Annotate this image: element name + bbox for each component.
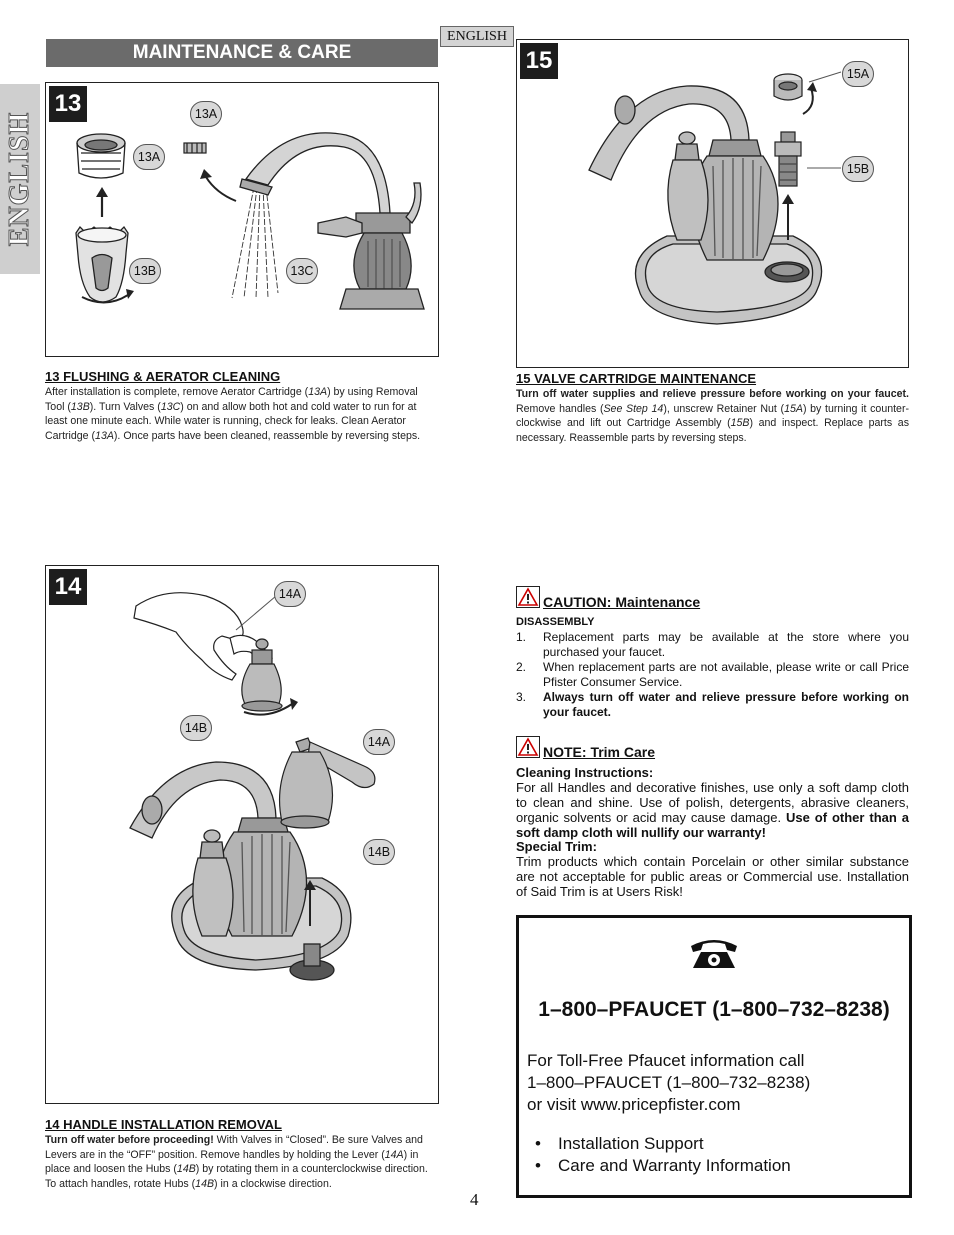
step-14-title: 14 HANDLE INSTALLATION REMOVAL — [45, 1117, 282, 1132]
language-tag: ENGLISH — [440, 26, 514, 47]
telephone-icon — [689, 936, 739, 972]
callout-13a-top: 13A — [190, 101, 222, 127]
figure-15-illustration — [517, 40, 908, 367]
section-title-bar — [46, 39, 438, 67]
special-trim-text: Trim products which contain Porcelain or other similar substance are not acceptable for public areas or Commercial use. Installation of Said Trim is at Users Risk! — [516, 854, 909, 899]
disassembly-heading: DISASSEMBLY — [516, 616, 595, 628]
retainer-nut-drawing — [774, 74, 802, 100]
removal-tool-drawing — [76, 227, 128, 302]
small-aerator-drawing — [184, 143, 206, 153]
list-item: 2. When replacement parts are not available, please write or call Price Pfister Consumer Service. — [516, 660, 909, 689]
lever-handle-drawing — [280, 738, 375, 828]
figure-13 — [45, 82, 439, 357]
warning-icon — [516, 736, 540, 758]
step-15-title: 15 VALVE CARTRIDGE MAINTENANCE — [516, 371, 757, 386]
callout-14a: 14A — [363, 729, 395, 755]
section-title: MAINTENANCE & CARE — [132, 42, 352, 63]
phone-headline: 1–800–PFAUCET (1–800–732–8238) — [538, 998, 890, 1021]
step-13-badge: 13 — [49, 86, 87, 122]
callout-14a-top: 14A — [274, 581, 306, 607]
cartridge-assembly-drawing — [775, 132, 801, 186]
note-section — [516, 736, 909, 901]
bullet-item: • — [535, 1134, 541, 1153]
bullet-item: • — [535, 1156, 541, 1175]
side-language-tab — [0, 84, 40, 274]
figure-14 — [45, 565, 439, 1104]
note-title: NOTE: Trim Care — [543, 744, 656, 760]
side-tab-label: ENGLISH — [4, 111, 35, 247]
callout-13c: 13C — [286, 258, 318, 284]
caution-title: CAUTION: Maintenance — [543, 594, 701, 610]
list-item: 3. Always turn off water and relieve pressure before working on your faucet. — [516, 690, 909, 719]
faucet-15-drawing — [589, 86, 822, 324]
bullet-installation-support: Installation Support — [558, 1134, 704, 1153]
callout-15b: 15B — [842, 156, 874, 182]
aerator-cartridge-drawing — [77, 134, 125, 178]
warning-icon — [516, 586, 540, 608]
page-number: 4 — [470, 1190, 479, 1209]
step-15-badge: 15 — [520, 43, 558, 79]
figure-13-illustration — [46, 83, 438, 356]
step-15-text: Turn off water supplies and relieve pressure before working on your faucet. Remove handles (See Step 14), unscrew Retainer Nut (15A) by turning it counter-clockwise and lift out Cartridge Assembly (15B) and inspect. Replace parts as necessary. Reassemble parts by reversing steps. — [516, 388, 909, 444]
callout-13b: 13B — [129, 258, 161, 284]
special-trim-heading: Special Trim: — [516, 839, 597, 854]
step-13-text: After installation is complete, remove Aerator Cartridge (13A) by using Removal Tool (13B). Turn Valves (13C) on and allow both hot and cold water to run for at least one minute each. While water is running, check for leaks. Clean Aerator Cartridge (13A). Once parts have been cleaned, reassemble by reversing steps. — [45, 386, 421, 442]
step-13-title: 13 FLUSHING & AERATOR CLEANING — [45, 369, 281, 384]
cleaning-heading: Cleaning Instructions: — [516, 765, 654, 780]
callout-14b: 14B — [363, 839, 395, 865]
figure-15 — [516, 39, 909, 368]
callout-15a: 15A — [842, 61, 874, 87]
figure-14-illustration — [46, 566, 438, 1103]
contact-line-2: 1–800–PFAUCET (1–800–732–8238) — [527, 1073, 811, 1092]
contact-box — [516, 915, 912, 1198]
caution-section — [516, 586, 909, 726]
water-spray — [232, 187, 278, 298]
contact-line-1: For Toll-Free Pfaucet information call — [527, 1051, 805, 1070]
cleaning-text: For all Handles and decorative finishes, use only a soft damp cloth to clean and shine. Use of polish, detergents, abrasive cleaners, organic solvents or acid may cause damage. Use of other than a soft damp cloth will nullify our warranty! — [516, 780, 909, 840]
bullet-care-warranty: Care and Warranty Information — [558, 1156, 791, 1175]
faucet-13-drawing — [240, 133, 424, 309]
callout-14b-top: 14B — [180, 715, 212, 741]
callout-13a: 13A — [133, 144, 165, 170]
step-14-text: Turn off water before proceeding! With Valves in “Closed”. Be sure Valves and Levers are in the “OFF” position. Remove handles by holding the Lever (14A) in place and loosen the Hubs (14B) by rotating them in a counterclockwise direction. To attach handles, rotate Hubs (14B) in a clockwise direction. — [45, 1134, 428, 1190]
contact-link[interactable]: or visit www.pricepfister.com — [527, 1095, 741, 1114]
step-14-badge: 14 — [49, 569, 87, 605]
list-item: 1. Replacement parts may be available at the store where you purchased your faucet. — [516, 630, 909, 659]
